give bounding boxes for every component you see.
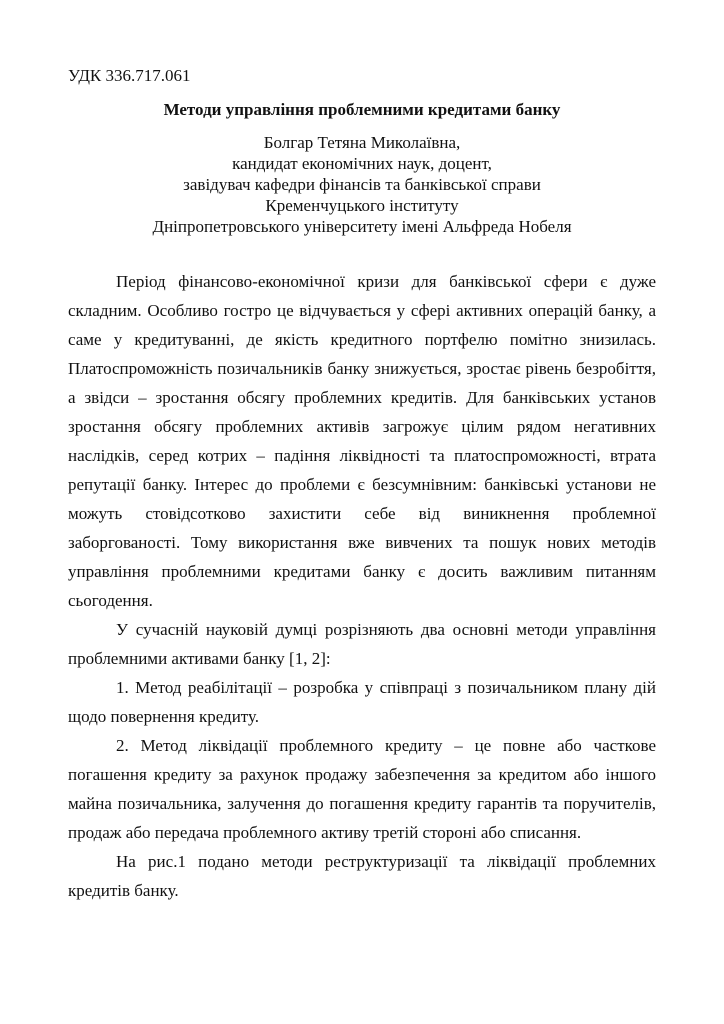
- paragraph-method-liquidation: 2. Метод ліквідації проблемного кредиту – це повне або часткове погашення кредиту за рахунок продажу забезпечення за кредитом або іншого майна позичальника, залучення до погашення кредиту гарантів та поручителів, продаж або передача проблемного активу третій стороні або списання.: [68, 736, 656, 842]
- author-degree: кандидат економічних наук, доцент,: [232, 154, 492, 173]
- author-position: завідувач кафедри фінансів та банківської справи: [183, 175, 541, 194]
- author-info: [68, 132, 656, 237]
- article-title: Методи управління проблемними кредитами банку: [163, 100, 561, 119]
- paragraph-method-rehabilitation: 1. Метод реабілітації – розробка у співпраці з позичальником плану дій щодо повернення кредиту.: [68, 678, 656, 726]
- document-page: [68, 64, 656, 905]
- paragraph-intro: Період фінансово-економічної кризи для банківської сфери є дуже складним. Особливо гостро це відчувається у сфері активних операцій банку, а саме у кредитуванні, де якість кредитного портфелю помітно знизилась. Платоспроможність позичальників банку знижується, зростає рівень безробіття, а звідси – зростання обсягу проблемних кредитів. Для банківських установ зростання обсягу проблемних активів загрожує цілим рядом негативних наслідків, серед котрих – падіння ліквідності та платоспроможності, втрата репутації банку. Інтерес до проблеми є безсумнівним: банківські установи не можуть стовідсотково захистити себе від виникнення проблемної заборгованості. Тому використання вже вивчених та пошук нових методів управління проблемними кредитами банку є досить важливим питанням сьогодення.: [68, 272, 656, 610]
- paragraph-methods: У сучасній науковій думці розрізняють два основні методи управління проблемними активами банку [1, 2]:: [68, 620, 656, 668]
- author-institute: Кременчуцького інституту: [265, 196, 459, 215]
- article-body: [68, 267, 656, 905]
- udk-code: УДК 336.717.061: [68, 66, 191, 85]
- paragraph-figure-reference: На рис.1 подано методи реструктуризації та ліквідації проблемних кредитів банку.: [68, 852, 656, 900]
- author-university: Дніпропетровського університету імені Альфреда Нобеля: [152, 217, 572, 236]
- author-name: Болгар Тетяна Миколаївна,: [263, 133, 461, 152]
